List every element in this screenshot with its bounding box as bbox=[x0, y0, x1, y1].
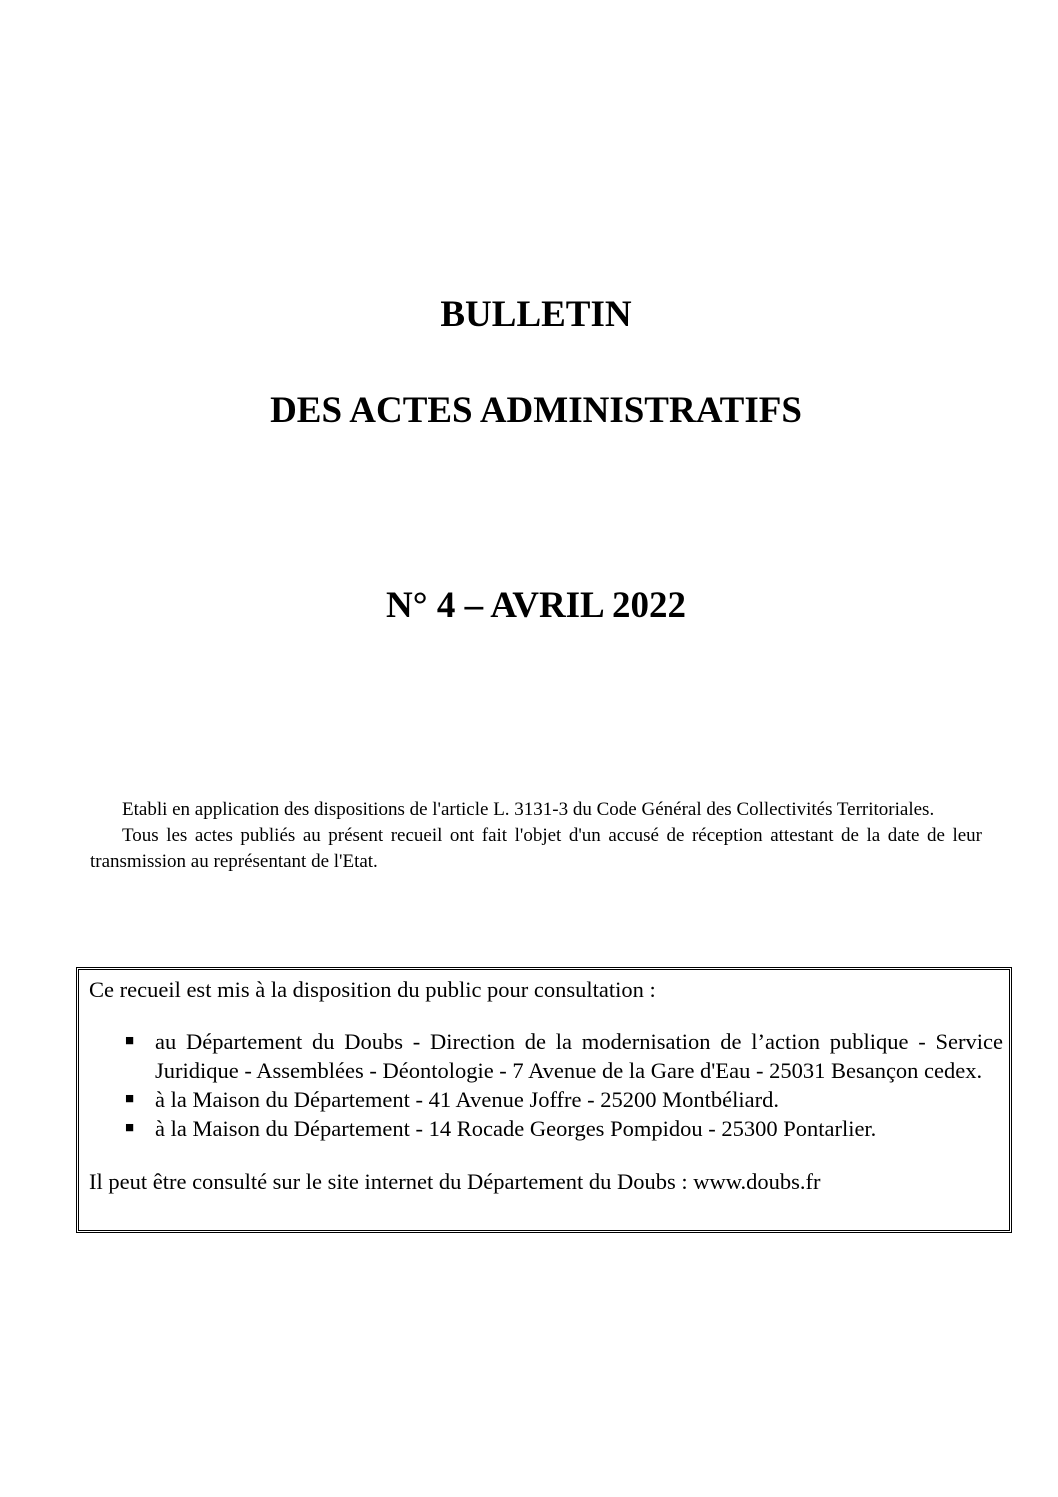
bulletin-subtitle: DES ACTES ADMINISTRATIFS bbox=[270, 390, 802, 431]
bulletin-title: BULLETIN bbox=[440, 294, 632, 335]
list-item-text: au Département du Doubs - Direction de la modernisation de l’action publique - Service Juridique - Assemblées - Déontologie - 7 Avenue de la Gare d'Eau - 25031 Besançon cedex. bbox=[155, 1029, 1003, 1083]
location-list bbox=[89, 1027, 1003, 1143]
list-item-text: à la Maison du Département - 41 Avenue Joffre - 25200 Montbéliard. bbox=[155, 1087, 780, 1112]
issue-number: N° 4 – AVRIL 2022 bbox=[386, 585, 686, 626]
square-bullet-icon: ■ bbox=[125, 1033, 135, 1049]
consultation-box bbox=[76, 967, 1012, 1233]
square-bullet-icon: ■ bbox=[125, 1120, 135, 1136]
list-item bbox=[89, 1085, 1003, 1114]
intro-text bbox=[90, 797, 982, 875]
website-note: Il peut être consulté sur le site internet du Département du Doubs : www.doubs.fr bbox=[89, 1169, 821, 1194]
list-item-text: à la Maison du Département - 14 Rocade Georges Pompidou - 25300 Pontarlier. bbox=[155, 1116, 877, 1141]
list-item bbox=[89, 1027, 1003, 1085]
intro-paragraph: Etabli en application des dispositions de l'article L. 3131-3 du Code Général des Collectivités Territoriales. bbox=[122, 799, 935, 820]
consultation-intro: Ce recueil est mis à la disposition du public pour consultation : bbox=[89, 977, 656, 1002]
list-item bbox=[89, 1114, 1003, 1143]
square-bullet-icon: ■ bbox=[125, 1091, 135, 1107]
intro-paragraph: Tous les actes publiés au présent recueil ont fait l'objet d'un accusé de réception attestant de la date de leur transmission au représentant de l'Etat. bbox=[90, 825, 982, 872]
